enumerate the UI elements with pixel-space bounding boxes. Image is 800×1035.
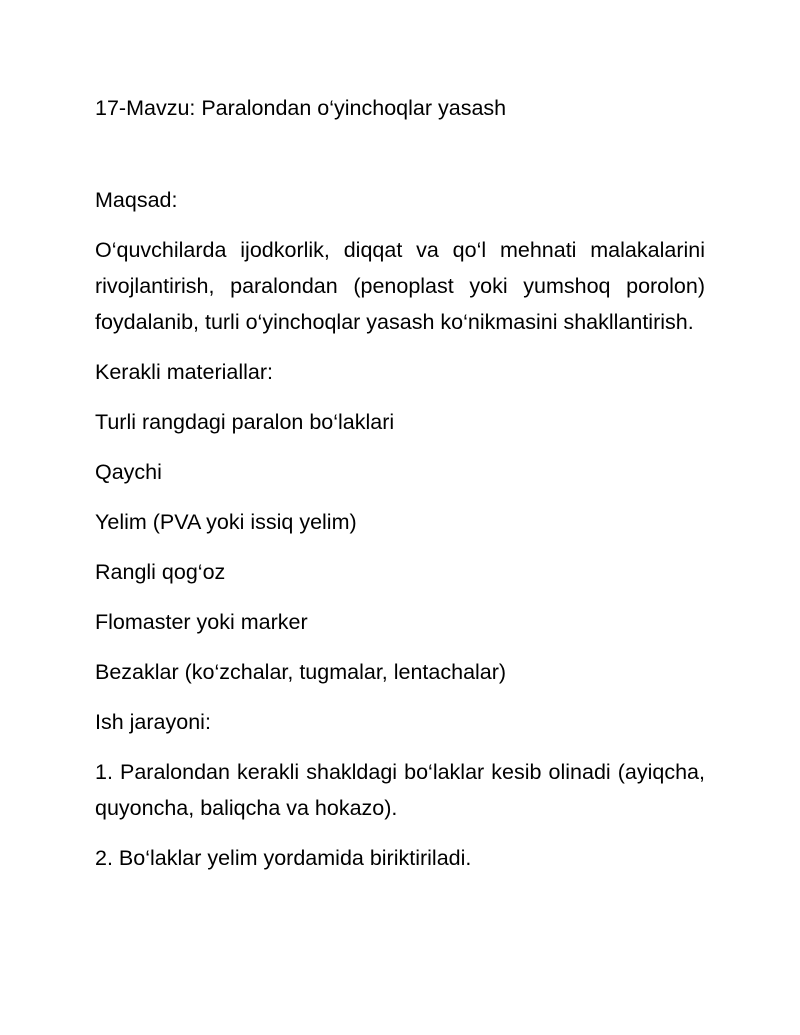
process-step: 1. Paralondan kerakli shakldagi bo‘laklar kesib olinadi (ayiqcha, quyoncha, baliqcha va hokazo). [95, 760, 705, 820]
goal-paragraph: O‘quvchilarda ijodkorlik, diqqat va qo‘l mehnati malakalarini rivojlantirish, paralondan (penoplast yoki yumshoq porolon) foydalanib, turli o‘yinchoqlar yasash ko‘nikmasini shakllantirish. [95, 238, 705, 334]
material-item: Flomaster yoki marker [95, 610, 308, 634]
material-item: Turli rangdagi paralon bo‘laklari [95, 410, 395, 434]
goal-heading: Maqsad: [95, 188, 178, 212]
material-item: Rangli qog‘oz [95, 560, 226, 584]
process-step: 2. Bo‘laklar yelim yordamida biriktiriladi. [95, 846, 472, 870]
process-heading: Ish jarayoni: [95, 710, 211, 734]
materials-heading: Kerakli materiallar: [95, 360, 274, 384]
document-body [95, 90, 705, 890]
material-item: Yelim (PVA yoki issiq yelim) [95, 510, 357, 534]
material-item: Bezaklar (ko‘zchalar, tugmalar, lentachalar) [95, 660, 507, 684]
document-title: 17-Mavzu: Paralondan o‘yinchoqlar yasash [95, 96, 507, 120]
material-item: Qaychi [95, 460, 162, 484]
